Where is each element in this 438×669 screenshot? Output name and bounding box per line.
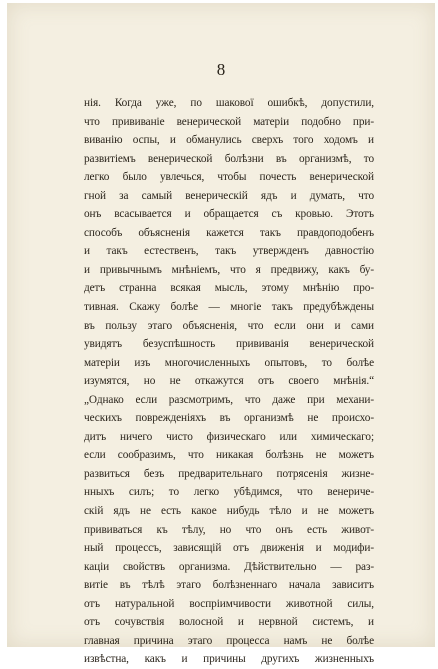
text-line: гной за самый венерическій ядъ и думать, что — [84, 189, 374, 202]
text-line: въ пользу этаго объясненія, что если они и сами — [84, 319, 374, 332]
book-page — [7, 3, 435, 666]
text-line: что прививаніе венерической матеріи подобно при- — [84, 115, 374, 128]
page-number: 8 — [216, 60, 226, 79]
text-line: развиться безъ предварительнаго потрясенія жизне- — [84, 467, 374, 480]
text-line: скій ядъ не есть какое нибудь тѣло и не можетъ — [84, 505, 374, 518]
text-line: прививаться къ тѣлу, но что онъ есть живот- — [84, 523, 374, 536]
text-line: и привычнымъ мнѣніемъ, что я предвижу, какъ бу- — [84, 263, 374, 276]
text-line: нныхъ силъ; то легко убѣдимся, что венериче- — [84, 486, 374, 499]
text-line: отъ натуральной воспріимчивости животной силы, — [84, 597, 374, 610]
text-line: виванію оспы, и обманулись сверхъ того ходомъ и — [84, 134, 374, 147]
text-line: если сообразимъ, что никакая болѣзнь не можетъ — [84, 449, 374, 462]
text-line: изумятся, но не откажутся отъ своего мнѣнія.“ — [84, 375, 374, 388]
text-line: ный процессъ, зависящій отъ движенія и модифи- — [84, 542, 374, 555]
text-line: ческихъ поврежденіяхъ въ организмѣ не происхо- — [84, 412, 374, 425]
text-line: извѣстна, какъ и причины другихъ жизненныхъ — [84, 653, 374, 666]
text-line: каціи свойствъ организма. Дѣйствительно — раз- — [84, 560, 374, 573]
text-line: тивная. Скажу болѣе — многіе такъ предубѣждены — [84, 301, 374, 314]
text-line: онъ всасывается и обращается съ кровью. Этотъ — [84, 208, 374, 221]
text-line: и такъ естественъ, такъ утвержденъ давностію — [84, 245, 374, 258]
text-line: развитіемъ венерической болѣзни въ организмѣ, то — [84, 152, 374, 165]
text-line: дитъ ничего чисто физическаго или химическаго; — [84, 430, 374, 443]
text-line: нія. Когда уже, по шакової ошибкѣ, допустили, — [84, 97, 374, 109]
text-line: витіе въ тѣлѣ этаго болѣзненнаго начала зависитъ — [84, 579, 374, 592]
text-line: легко было увлечься, чтобы почесть венерической — [84, 171, 374, 184]
text-line: „Однако если разсмотримъ, что даже при механи- — [84, 393, 374, 406]
body-text — [84, 94, 374, 669]
text-line: способъ объясненія кажется такъ правдоподобенъ — [84, 226, 374, 239]
text-line: матеріи изъ многочисленныхъ опытовъ, то болѣе — [84, 356, 374, 369]
text-line: детъ странна всякая мысль, этому мнѣнію про- — [84, 282, 374, 295]
text-line: увидятъ безуспѣшность прививанія венерической — [84, 338, 374, 351]
text-line: отъ сочувствія волосной и нервной системъ, и — [84, 616, 374, 629]
text-line: главная причина этаго процесса намъ не болѣе — [84, 634, 374, 647]
